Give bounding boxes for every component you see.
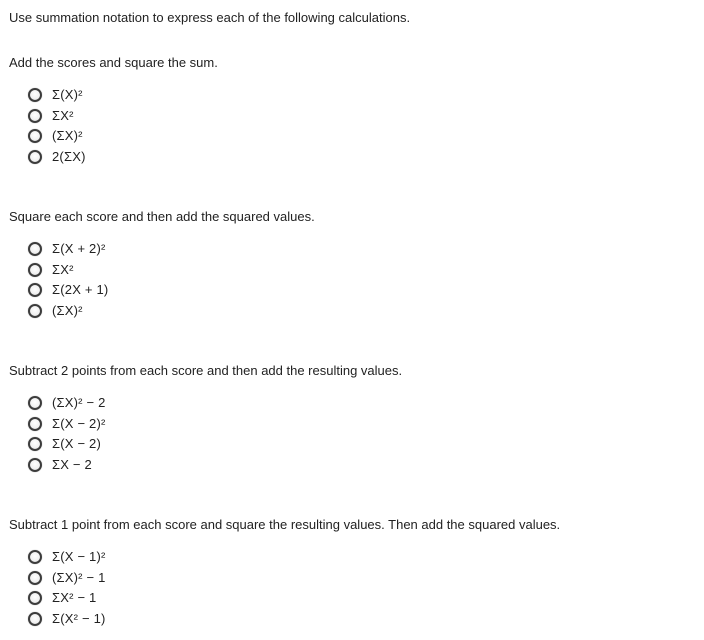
question-prompt: Square each score and then add the squared values. [9, 209, 315, 224]
radio-button[interactable] [28, 304, 42, 318]
radio-button[interactable] [28, 283, 42, 297]
question-3 [9, 363, 689, 475]
radio-button[interactable] [28, 129, 42, 143]
option-label: (ΣX)² [52, 128, 83, 143]
answer-options [9, 547, 689, 629]
radio-button[interactable] [28, 437, 42, 451]
answer-option[interactable] [9, 455, 689, 476]
radio-button[interactable] [28, 550, 42, 564]
option-label: ΣX² [52, 261, 74, 277]
answer-option[interactable] [9, 609, 689, 630]
answer-option[interactable] [9, 85, 689, 106]
option-label: Σ(X)² [52, 87, 83, 102]
option-label: (ΣX)² [52, 302, 83, 318]
radio-button[interactable] [28, 109, 42, 123]
question-2 [9, 209, 689, 321]
option-label: (ΣX)² − 2 [52, 395, 106, 410]
option-label: 2(ΣX) [52, 148, 86, 164]
radio-button[interactable] [28, 571, 42, 585]
radio-button[interactable] [28, 396, 42, 410]
radio-button[interactable] [28, 242, 42, 256]
answer-option[interactable] [9, 106, 689, 127]
option-label: ΣX² − 1 [52, 590, 97, 605]
option-label: Σ(X − 2)² [52, 415, 106, 431]
answer-option[interactable] [9, 393, 689, 414]
option-label: Σ(X² − 1) [52, 610, 106, 626]
answer-option[interactable] [9, 568, 689, 589]
radio-button[interactable] [28, 150, 42, 164]
answer-option[interactable] [9, 280, 689, 301]
question-prompt: Subtract 2 points from each score and then add the resulting values. [9, 363, 403, 378]
question-1 [9, 55, 689, 167]
option-label: Σ(X + 2)² [52, 241, 106, 256]
answer-option[interactable] [9, 126, 689, 147]
answer-option[interactable] [9, 239, 689, 260]
answer-option[interactable] [9, 260, 689, 281]
option-label: ΣX − 2 [52, 456, 92, 472]
answer-option[interactable] [9, 588, 689, 609]
question-4 [9, 517, 689, 629]
answer-options [9, 85, 689, 167]
radio-button[interactable] [28, 591, 42, 605]
option-label: ΣX² [52, 107, 74, 123]
answer-option[interactable] [9, 547, 689, 568]
question-prompt: Add the scores and square the sum. [9, 55, 218, 70]
instruction-text: Use summation notation to express each of the following calculations. [9, 10, 411, 25]
answer-options [9, 393, 689, 475]
radio-button[interactable] [28, 417, 42, 431]
option-label: Σ(X − 2) [52, 436, 102, 451]
answer-option[interactable] [9, 301, 689, 322]
radio-button[interactable] [28, 612, 42, 626]
answer-option[interactable] [9, 434, 689, 455]
answer-option[interactable] [9, 414, 689, 435]
option-label: (ΣX)² − 1 [52, 569, 106, 585]
option-label: Σ(2X + 1) [52, 282, 109, 297]
radio-button[interactable] [28, 263, 42, 277]
option-label: Σ(X − 1)² [52, 549, 106, 564]
question-prompt: Subtract 1 point from each score and square the resulting values. Then add the squared values. [9, 517, 561, 532]
answer-options [9, 239, 689, 321]
radio-button[interactable] [28, 88, 42, 102]
radio-button[interactable] [28, 458, 42, 472]
answer-option[interactable] [9, 147, 689, 168]
